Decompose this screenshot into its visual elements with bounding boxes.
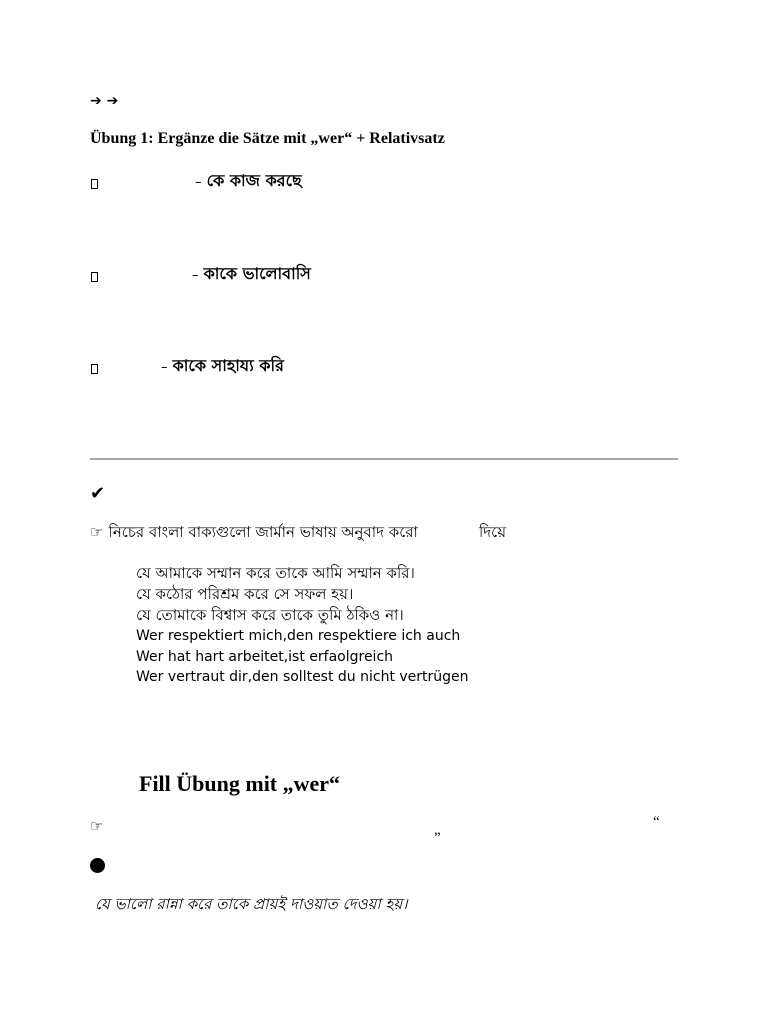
section-divider [90,458,678,460]
checkbox-placeholder-icon [91,272,98,282]
exercise-item-text [161,353,284,380]
checkbox-placeholder-icon [91,364,98,374]
fill-section-title: Fill Übung mit „wer“ [139,771,341,796]
instruction-text: নিচের বাংলা বাক্যগুলো জার্মান ভাষায় অনুবাদ করো [108,523,418,541]
exercise-item [91,174,98,193]
exercise-item-text [195,168,302,195]
german-sentence: Wer respektiert mich,den respektiere ich auch [136,628,461,644]
dash: – [195,175,202,190]
exercise-title: Übung 1: Ergänze die Sätze mit „wer“ + Relativsatz [90,130,445,147]
german-sentence: Wer hat hart arbeitet,ist erfaolgreich [136,648,394,665]
translation-instruction [90,521,418,546]
bullet-icon [90,858,105,873]
opening-quote: „ [434,822,441,838]
pointing-hand-icon: ☞ [90,523,104,541]
bengali-sentence: যে তোমাকে বিশ্বাস করে তাকে তুমি ঠকিও না। [136,606,404,624]
exercise-item [91,267,98,286]
dash: – [161,360,168,375]
bengali-sentence: যে কঠোর পরিশ্রম করে সে সফল হয়। [136,585,354,603]
instruction-tail: দিয়ে [479,523,507,541]
exercise-item [91,359,98,378]
dash: – [192,268,199,283]
pointing-hand-icon: ☞ [90,817,104,835]
bengali-sentence: যে আমাকে সম্মান করে তাকে আমি সম্মান করি। [136,564,415,582]
fill-sentence: যে ভালো রান্না করে তাকে প্রায়ই দাওয়াত দেওয়া হয়। [95,895,408,913]
bengali-phrase: কাকে সাহায্য করি [172,356,284,375]
bengali-phrase: কাকে ভালোবাসি [203,264,311,283]
exercise-item-text [192,261,311,288]
checkbox-placeholder-icon [91,179,98,189]
bengali-phrase: কে কাজ করছে [206,171,302,190]
closing-quote: “ [653,814,660,830]
german-sentence: Wer vertraut dir,den solltest du nicht vertrügen [136,669,469,685]
check-icon: ✔ [90,483,106,504]
translation-answers [136,563,469,688]
arrow-icons: ➔ ➔ [90,93,119,109]
